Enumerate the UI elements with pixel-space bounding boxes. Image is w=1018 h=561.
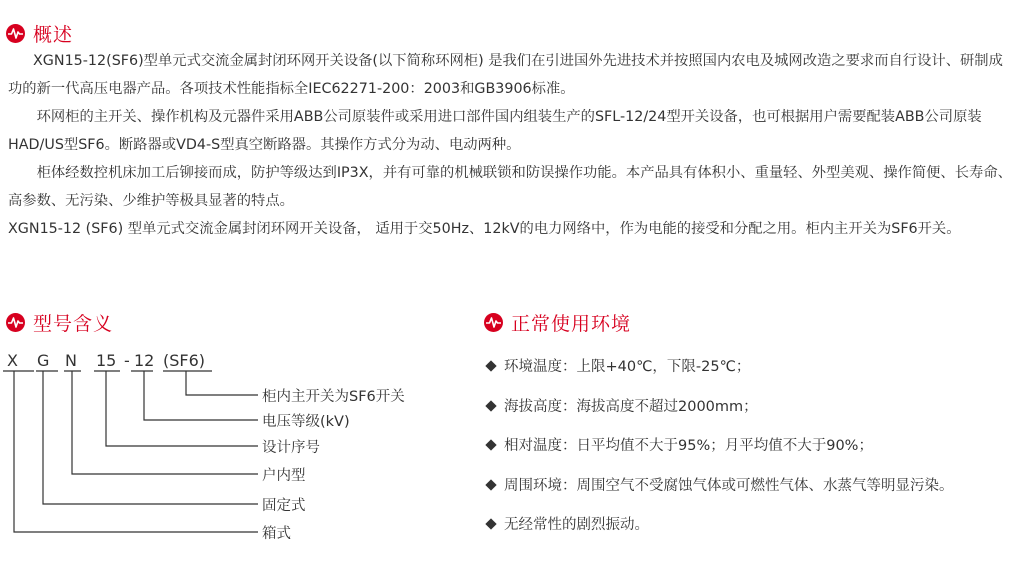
overview-paragraph: XGN15-12 (SF6) 型单元式交流金属封闭环网开关设备， 适用于交50Hz、12kV的电力网络中，作为电能的接受和分配之用。柜内主开关为SF6开关。 — [8, 221, 961, 237]
overview-paragraph: 环网柜的主开关、操作机构及元器件采用ABB公司原装件或采用进口部件国内组装生产的SFL-12/24型开关设备，也可根据用户需要配装ABB公司原装HAD/US型SF6。断路器或VD4-S型真空断路器。其操作方式分为动、电动两种。 — [8, 109, 982, 153]
model-code-part: 15 — [96, 351, 117, 370]
model-code-part: X — [7, 351, 18, 370]
model-code-part: G — [37, 351, 50, 370]
model-label: 柜内主开关为SF6开关 — [262, 389, 405, 405]
model-label: 户内型 — [262, 468, 306, 484]
model-label: 箱式 — [262, 526, 291, 542]
model-code-part: (SF6) — [163, 351, 206, 370]
overview-paragraph: XGN15-12(SF6)型单元式交流金属封闭环网开关设备(以下简称环网柜) 是我们在引进国外先进技术并按照国内农电及城网改造之要求而自行设计、研制成功的新一代高压电器产品。各项技术性能指标全IEC62271-200：2003和GB3906标准。 — [8, 53, 1003, 97]
environment-item — [483, 355, 750, 376]
environment-item-text: 环境温度：上限+40℃，下限-25℃； — [504, 359, 751, 375]
environment-title: 正常使用环境 — [511, 313, 632, 335]
model-code-part: N — [65, 351, 77, 370]
environment-item-text: 相对温度：日平均值不大于95%；月平均值不大于90%； — [504, 438, 873, 454]
diamond-bullet-icon — [485, 400, 496, 411]
model-code-part: - — [124, 351, 130, 370]
environment-item-text: 周围环境：周围空气不受腐蚀气体或可燃性气体、水蒸气等明显污染。 — [504, 478, 954, 494]
diamond-bullet-icon — [485, 360, 496, 371]
environment-item — [483, 474, 954, 495]
environment-item — [483, 513, 649, 534]
diamond-bullet-icon — [485, 439, 496, 450]
model-code-connector-lines — [0, 0, 480, 561]
diamond-bullet-icon — [485, 479, 496, 490]
model-label: 设计序号 — [262, 440, 320, 456]
environment-heading — [484, 309, 631, 336]
model-code-part: 12 — [134, 351, 155, 370]
environment-item — [483, 434, 873, 455]
overview-title: 概述 — [33, 24, 74, 46]
environment-item — [483, 395, 758, 416]
model-label: 电压等级(kV) — [262, 414, 350, 430]
model-meaning-title: 型号含义 — [33, 313, 114, 335]
pulse-icon — [484, 313, 503, 332]
model-label: 固定式 — [262, 498, 306, 514]
environment-item-text: 无经常性的剧烈振动。 — [504, 517, 649, 533]
overview-paragraph: 柜体经数控机床加工后铆接而成，防护等级达到IP3X，并有可靠的机械联锁和防误操作功能。本产品具有体积小、重量轻、外型美观、操作简便、长寿命、高参数、无污染、少维护等极具显著的特点。 — [8, 165, 1012, 209]
diamond-bullet-icon — [485, 518, 496, 529]
environment-item-text: 海拔高度：海拔高度不超过2000mm； — [504, 399, 758, 415]
